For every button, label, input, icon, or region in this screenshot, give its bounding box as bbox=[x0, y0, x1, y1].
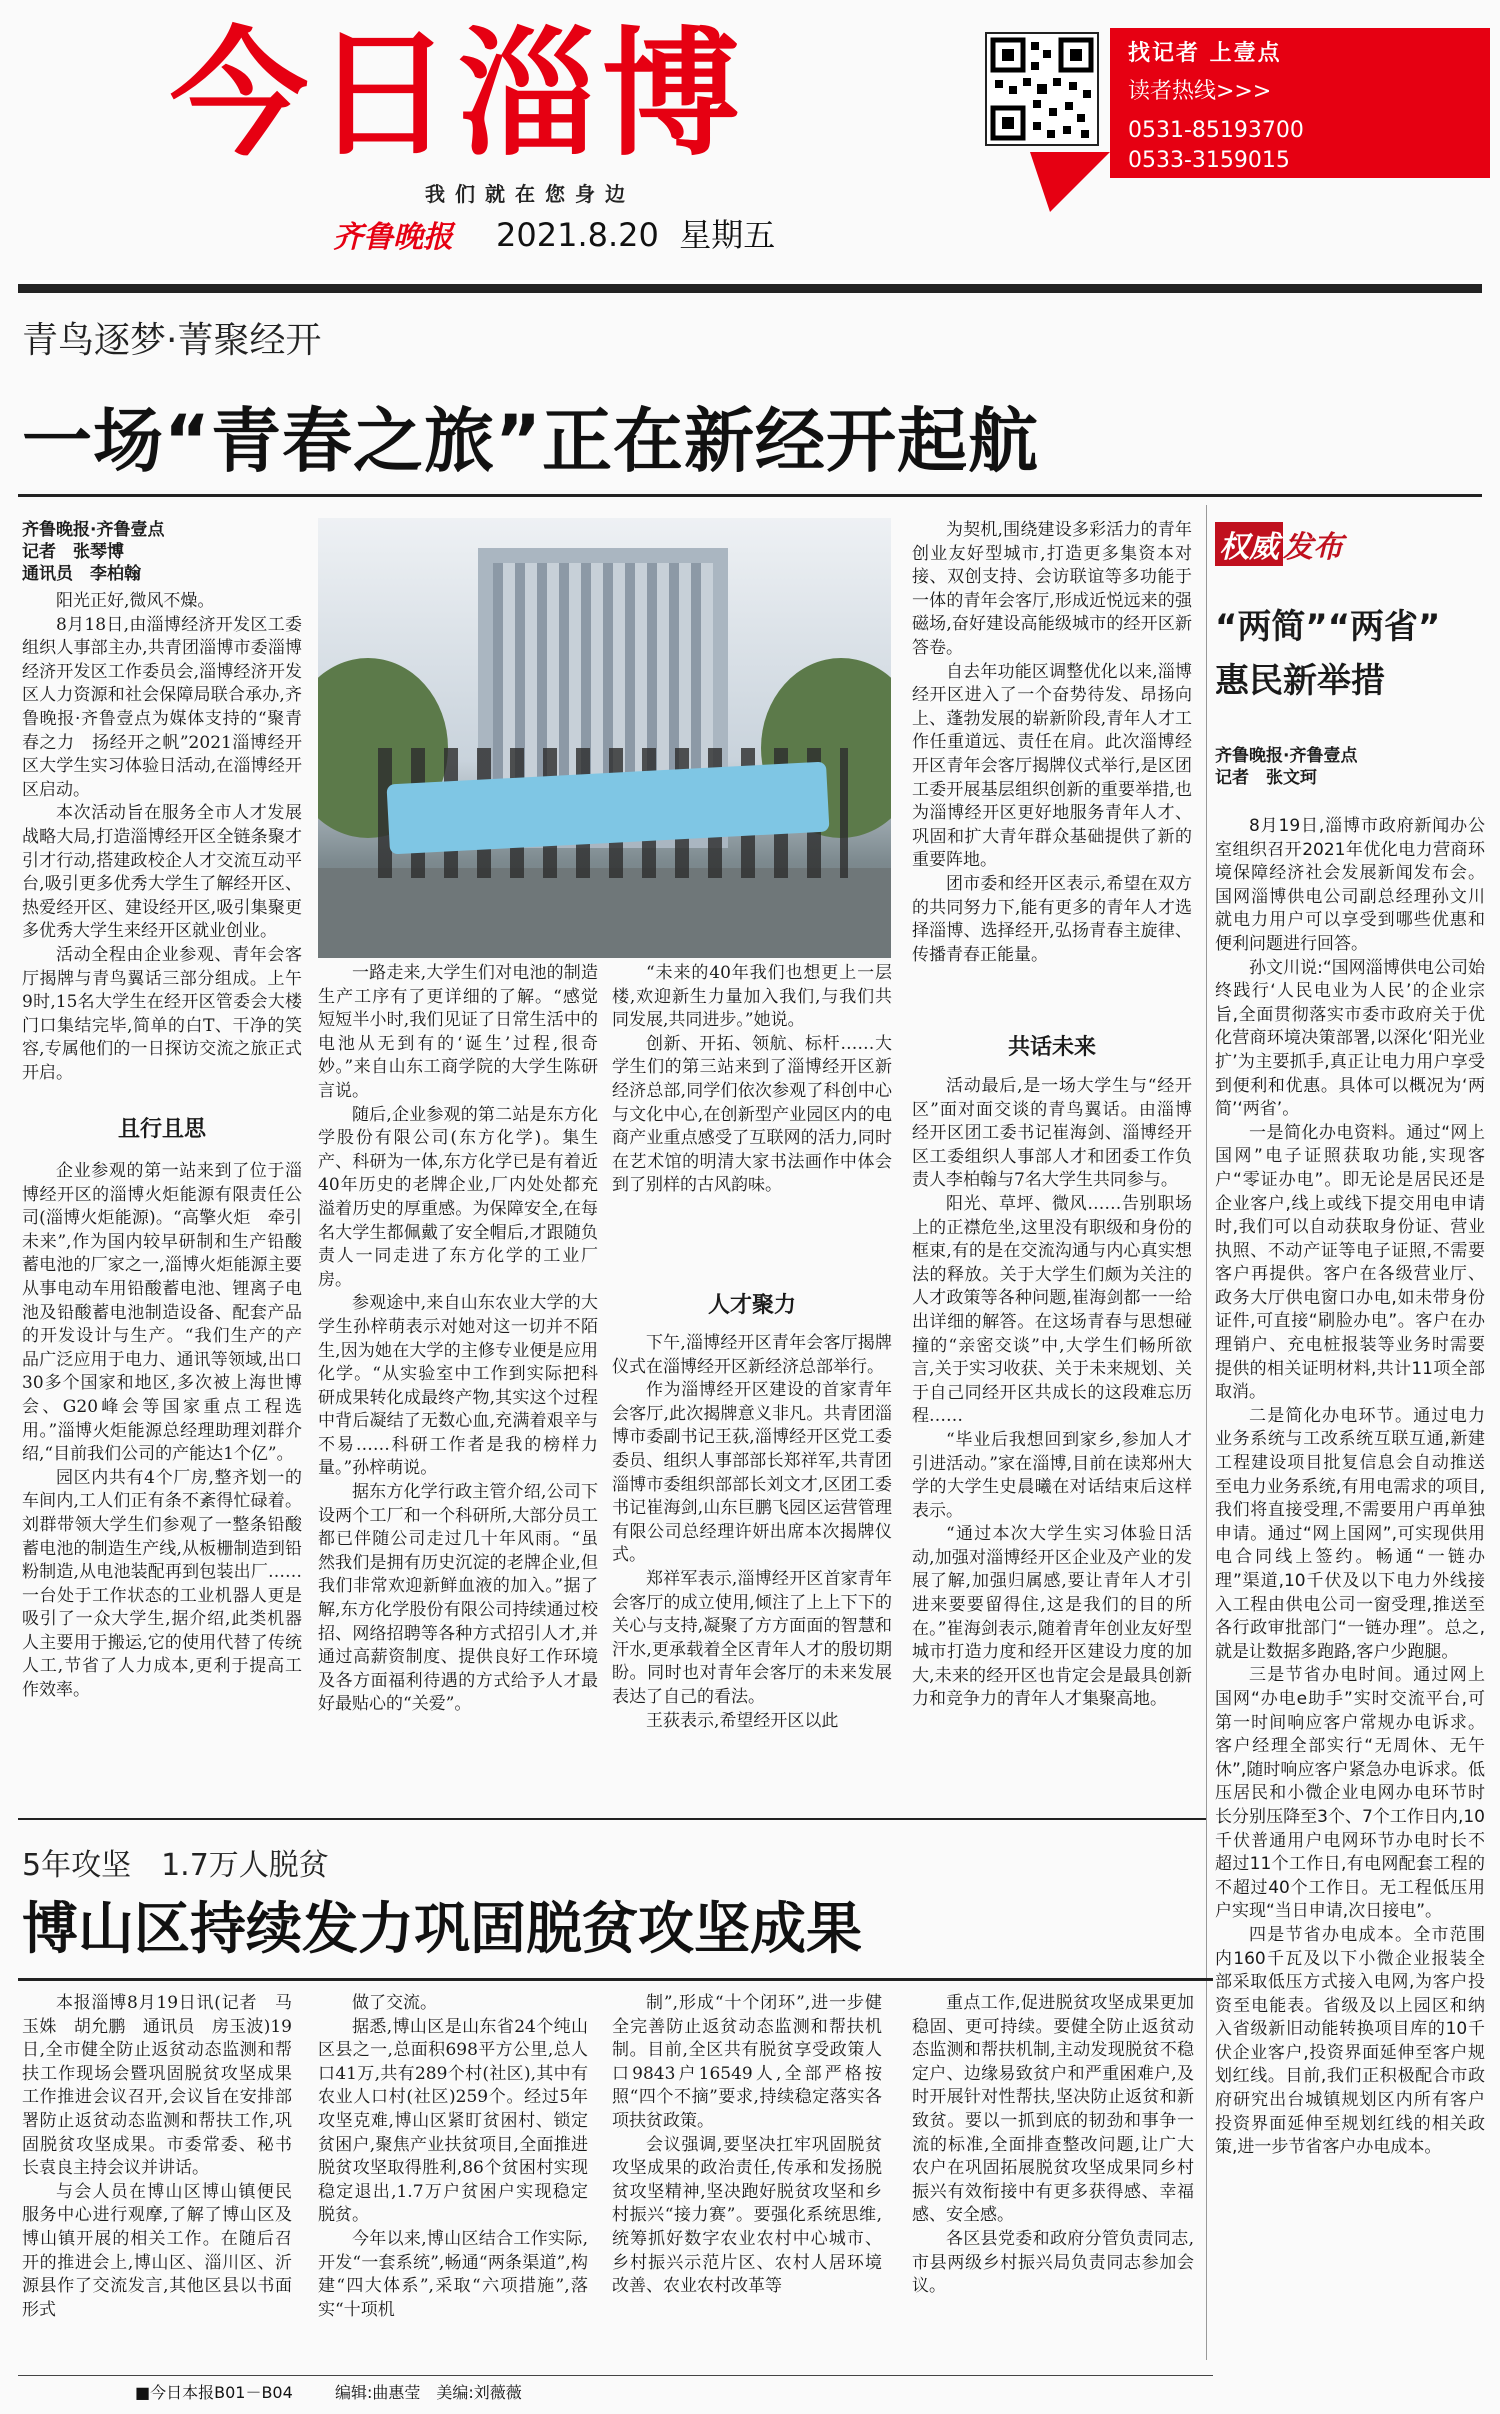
lead-byline bbox=[22, 519, 302, 585]
paragraph: 与会人员在博山区博山镇便民服务中心进行观摩,了解了博山区及博山镇开展的相关工作。在随后召开的推进会上,博山区、淄川区、沂源县作了交流发言,其他区县以书面形式 bbox=[22, 2181, 292, 2320]
paragraph: 活动最后,是一场大学生与“经开区”面对面交谈的青鸟翼话。由淄博经开区团工委书记崔海剑、淄博经开区工委组织人事部人才和团委工作负责人李柏翰与7名大学生共同参与。 bbox=[912, 1076, 1192, 1191]
paragraph: 制”,形成“十个闭环”,进一步健全完善防止返贫动态监测和帮扶机制。目前,全区共有脱贫享受政策人口9843户16549人,全部严格按照“四个不摘”要求,持续稳定落实各项扶贫政策。 bbox=[612, 1993, 882, 2131]
paragraph: 随后,企业参观的第二站是东方化学股份有限公司(东方化学)。集生产、科研为一体,东方化学已是有着近40年历史的老牌企业,厂内处处都充溢着历史的厚重感。为保障安全,在每名大学生都佩戴了安全帽后,才跟随负责人一同走进了东方化学的工业厂房。 bbox=[318, 1104, 598, 1290]
lead-subhead-1: 且行且思 bbox=[117, 1117, 206, 1142]
paragraph: 活动全程由企业参观、青年会客厅揭牌与青鸟翼话三部分组成。上午9时,15名大学生在经开区管委会大楼门口集结完毕,简单的白T、干净的笑容,专属他们的一日探访交流之旅正式开启。 bbox=[22, 944, 302, 1083]
paragraph: 下午,淄博经开区青年会客厅揭牌仪式在淄博经开区新经济总部举行。 bbox=[612, 1333, 892, 1377]
second-column-3 bbox=[612, 1992, 882, 2370]
paragraph: 本次活动旨在服务全市人才发展战略大局,打造淄博经开区全链条聚才引才行动,搭建政校企人才交流互动平台,吸引更多优秀大学生了解经开区、热爱经开区、建设经开区,吸引集聚更多优秀大学生来经开区就业创业。 bbox=[22, 803, 302, 942]
qr-code-icon[interactable] bbox=[985, 32, 1099, 146]
lead-headline[interactable]: 一场“青春之旅”正在新经开起航 bbox=[22, 400, 1040, 482]
hotline-phone-1[interactable]: 0531-85193700 bbox=[1128, 118, 1304, 143]
sidebar-divider bbox=[1206, 505, 1207, 2360]
authority-release-badge bbox=[1215, 522, 1435, 565]
footer-editors: 编辑:曲惠莹 美编:刘薇薇 bbox=[335, 2383, 522, 2402]
lead-column-1 bbox=[22, 590, 302, 1110]
paragraph: 本报淄博8月19日讯(记者 马玉姝 胡允鹏 通讯员 房玉波)19日,全市健全防止返贫动态监测和帮扶工作现场会暨巩固脱贫攻坚成果工作推进会议召开,会议旨在安排部署防止返贫动态监测和帮扶工作,巩固脱贫攻坚成果。市委常委、秘书长袁良主持会议并讲话。 bbox=[22, 1993, 292, 2179]
publication-date bbox=[496, 210, 775, 256]
paragraph: 阳光正好,微风不燥。 bbox=[56, 591, 215, 611]
lead-subhead-3: 共话未来 bbox=[1007, 1035, 1096, 1060]
paragraph: 郑祥军表示,淄博经开区首家青年会客厅的成立使用,倾注了上上下下的关心与支持,凝聚了方方面面的智慧和汗水,更承载着全区青年人才的殷切期盼。同时也对青年会客厅的未来发展表达了自己的看法。 bbox=[612, 1568, 892, 1707]
paragraph: 各区县党委和政府分管负责同志,市县两级乡村振兴局负责同志参加会议。 bbox=[912, 2228, 1194, 2297]
byline-reporter: 记者 张琴博 bbox=[22, 542, 124, 562]
lead-subhead-2: 人才聚力 bbox=[707, 1293, 796, 1318]
masthead-title: 今日淄博 bbox=[170, 14, 747, 175]
second-kicker: 5年攻坚 1.7万人脱贫 bbox=[22, 1848, 329, 1883]
paragraph: 做了交流。 bbox=[352, 1993, 437, 2013]
paragraph: 创新、开拓、领航、标杆……大学生们的第三站来到了淄博经开区新经济总部,同学们依次参观了科创中心与文化中心,在创新型产业园区内的电商产业重点感受了互联网的活力,同时在艺术馆的明清大家书法画作中体会到了别样的古风韵味。 bbox=[612, 1033, 892, 1196]
paragraph: 一路走来,大学生们对电池的制造生产工序有了更详细的了解。“感觉短短半小时,我们见证了日常生活中的电池从无到有的‘诞生’过程,很奇妙。”来自山东工商学院的大学生陈研言说。 bbox=[318, 963, 598, 1101]
paragraph: 会议强调,要坚决扛牢巩固脱贫攻坚成果的政治责任,传承和发扬脱贫攻坚精神,坚决跑好脱贫攻坚和乡村振兴“接力赛”。要强化系统思维,统筹抓好数字农业农村中心城市、乡村振兴示范片区、农村人居环境改善、农业农村改革等 bbox=[612, 2134, 882, 2297]
paper-name: 齐鲁晚报 bbox=[333, 220, 453, 255]
lead-column-3b bbox=[612, 1332, 892, 1800]
paragraph: 据东方化学行政主管介绍,公司下设两个工厂和一个科研所,大部分员工都已伴随公司走过几十年风雨。“虽然我们是拥有历史沉淀的老牌企业,但我们非常欢迎新鲜血液的加入。”据了解,东方化学股份有限公司持续通过校招、网络招聘等各种方式招引人才,并通过高薪资制度、提供良好工作环境及各方面福利待遇的方式给予人才最好最贴心的“关爱”。 bbox=[318, 1482, 598, 1715]
paragraph: 重点工作,促进脱贫攻坚成果更加稳固、更可持续。要健全防止返贫动态监测和帮扶机制,主动发现脱贫不稳定户、边缘易致贫户和严重困难户,及时开展针对性帮扶,坚决防止返贫和新致贫。要以一抓到底的韧劲和事争一流的标准,全面排查整改问题,让广大农户在巩固拓展脱贫攻坚成果同乡村振兴有效衔接中有更多获得感、幸福感、安全感。 bbox=[912, 1993, 1194, 2226]
ground-shape bbox=[318, 868, 891, 958]
side-headline[interactable] bbox=[1215, 600, 1485, 708]
paragraph: “毕业后我想回到家乡,参加人才引进活动。”家在淄博,目前在读郑州大学的大学生史晨曦在对话结束后这样表示。 bbox=[912, 1429, 1192, 1521]
second-column-4 bbox=[912, 1992, 1194, 2370]
second-headline[interactable]: 博山区持续发力巩固脱贫攻坚成果 bbox=[22, 1897, 862, 1962]
paragraph: 三是节省办电时间。通过网上国网“办电e助手”实时交流平台,可第一时间响应客户常规办电诉求。客户经理全部实行“无周休、无午休”,随时响应客户紧急办电诉求。低压居民和小微企业电网办电环节时长分别压降至3个、7个工作日内,10千伏普通用户电网环节办电时长不超过11个工作日,有电网配套工程的不超过40个工作日。无工程低压用户实现“当日申请,次日接电”。 bbox=[1215, 1665, 1485, 1922]
masthead-divider bbox=[18, 284, 1482, 293]
paragraph: 为契机,围绕建设多彩活力的青年创业友好型城市,打造更多集资本对接、双创支持、会访联谊等多功能于一体的青年会客厅,形成近悦远来的强磁场,奋好建设高能级城市的经开区新答卷。 bbox=[912, 520, 1192, 658]
paragraph: 二是简化办电环节。通过电力业务系统与工改系统互联互通,新建工程建设项目批复信息会自动推送至电力业务系统,有用电需求的项目,我们将直接受理,不需要用户再单独申请。通过“网上国网”,可实现供用电合同线上签约。畅通“一链办理”渠道,10千伏及以下电力外线接入工程由供电公司一窗受理,推送至各行政审批部门“一链办理”。总之,就是让数据多跑路,客户少跑腿。 bbox=[1215, 1405, 1485, 1662]
byline-reporter: 记者 张文珂 bbox=[1215, 768, 1317, 788]
reader-hotline-box bbox=[1110, 28, 1490, 178]
students-group-photo bbox=[318, 518, 891, 958]
paragraph: “未来的40年我们也想更上一层楼,欢迎新生力量加入我们,与我们共同发展,共同进步。”她说。 bbox=[612, 963, 892, 1031]
lead-headline-rule bbox=[18, 494, 1482, 497]
date-value: 2021.8.20 bbox=[496, 216, 659, 254]
paragraph: 8月19日,淄博市政府新闻办公室组织召开2021年优化电力营商环境保障经济社会发展新闻发布会。国网淄博供电公司副总经理孙文川就电力用户可以享受到哪些优惠和便利问题进行回答。 bbox=[1215, 816, 1485, 954]
second-headline-rule bbox=[18, 1978, 1213, 1981]
lead-column-2 bbox=[318, 962, 598, 1800]
paragraph: 据悉,博山区是山东省24个纯山区县之一,总面积698平方公里,总人口41万,共有289个村(社区),其中有农业人口村(社区)259个。经过5年攻坚克难,博山区紧盯贫困村、锁定贫困户,聚焦产业扶贫项目,全面推进脱贫攻坚取得胜利,86个贫困村实现稳定退出,1.7万户贫困户实现稳定脱贫。 bbox=[318, 2016, 588, 2226]
footer-rule bbox=[18, 2375, 1213, 2376]
lead-kicker: 青鸟逐梦·菁聚经开 bbox=[22, 320, 322, 361]
lead-column-3 bbox=[612, 962, 892, 1262]
paragraph: 孙文川说:“国网淄博供电公司始终践行‘人民电业为人民’的企业宗旨,全面贯彻落实市委市政府关于优化营商环境决策部署,以深化‘阳光业扩’为主要抓手,真正让电力用户享受到便利和优惠。具体可以概况为‘两简’‘两省’。 bbox=[1215, 957, 1485, 1120]
second-story-divider bbox=[18, 1818, 1206, 1820]
paragraph: 团市委和经开区表示,希望在双方的共同努力下,能有更多的青年人才选择淄博、选择经开,弘扬青春主旋律、传播青春正能量。 bbox=[912, 873, 1192, 965]
second-column-2 bbox=[318, 1992, 588, 2370]
hotline-numbers bbox=[1128, 116, 1304, 176]
weekday: 星期五 bbox=[679, 216, 776, 254]
byline-outlet: 齐鲁晚报·齐鲁壹点 bbox=[22, 520, 165, 540]
masthead-slogan: 我们就在您身边 bbox=[425, 182, 635, 206]
paragraph: 四是节省办电成本。全市范围内160千瓦及以下小微企业报装全部采取低压方式接入电网,为客户投资至电能表。省级及以上园区和纳入省级新旧动能转换项目库的10千伏企业客户,投资界面延伸至客户规划红线。目前,我们正积极配合市政府研究出台城镇规划区内所有客户投资界面延伸至规划红线的相关政策,进一步节省客户办电成本。 bbox=[1215, 1924, 1485, 2158]
paragraph: 一是简化办电资料。通过“网上国网”电子证照获取功能,实现客户“零证办电”。即无论是居民还是企业客户,线上或线下提交用电申请时,我们可以自动获取身份证、营业执照、不动产证等电子证照,不需要客户再提供。客户在各级营业厅、政务大厅供电窗口办电,如未带身份证件,可直接“刷脸办电”。客户在办理销户、充电桩报装等业务时需要提供的相关证明材料,共计11项全部取消。 bbox=[1215, 1122, 1485, 1403]
paragraph: 企业参观的第一站来到了位于淄博经开区的淄博火炬能源有限责任公司(淄博火炬能源)。“高擎火炬 牵引未来”,作为国内较早研制和生产铅酸蓄电池的厂家之一,淄博火炬能源主要从事电动车用铅酸蓄电池、锂离子电池及铅酸蓄电池制造设备、配套产品的开发设计与生产。“我们生产的产品广泛应用于电力、通讯等领域,出口30多个国家和地区,多次被上海世博会、G20峰会等国家重点工程选用。”淄博火炬能源总经理助理刘群介绍,“目前我们公司的产能达1个亿”。 bbox=[22, 1161, 302, 1465]
footer-pages: ■今日本报B01－B04 bbox=[135, 2383, 293, 2402]
paragraph: 王荻表示,希望经开区以此 bbox=[646, 1710, 839, 1731]
speech-bubble-tail bbox=[1030, 152, 1110, 212]
side-headline-line-1: “两简”“两省” bbox=[1215, 607, 1441, 647]
paragraph: “通过本次大学生实习体验日活动,加强对淄博经开区企业及产业的发展了解,加强归属感,要让青年人才引进来要要留得住,这是我们的目的所在。”崔海剑表示,随着青年创业友好型城市打造力度和经开区建设力度的加大,未来的经开区也肯定会是最具创新力和竞争力的青年人才集聚高地。 bbox=[912, 1524, 1192, 1710]
badge-authority: 权威 bbox=[1215, 522, 1283, 566]
paragraph: 参观途中,来自山东农业大学的大学生孙梓萌表示对她对这一切并不陌生,因为她在大学的主修专业便是应用化学。“从实验室中工作到实际把科研成果转化成最终产物,其实这个过程中背后凝结了无数心血,充满着艰辛与不易……科研工作者是我的榜样力量。”孙梓萌说。 bbox=[318, 1293, 598, 1479]
badge-release: 发布 bbox=[1283, 530, 1343, 565]
lead-column-4b bbox=[912, 1075, 1192, 1800]
paragraph: 园区内共有4个厂房,整齐划一的车间内,工人们正有条不紊得忙碌着。刘群带领大学生们参观了一整条铅酸蓄电池的制造生产线,从板栅制造到铅粉制造,从电池装配再到包装出厂……一台处于工作状态的工业机器人更是吸引了一众大学生,据介绍,此类机器人主要用于搬运,它的使用代替了传统人工,节省了人力成本,更利于提高工作效率。 bbox=[22, 1467, 302, 1701]
side-byline bbox=[1215, 745, 1485, 789]
paragraph: 今年以来,博山区结合工作实际,开发“一套系统”,畅通“两条渠道”,构建“四大体系”,采取“六项措施”,落实“十项机 bbox=[318, 2228, 588, 2320]
side-column bbox=[1215, 815, 1485, 2375]
byline-outlet: 齐鲁晚报·齐鲁壹点 bbox=[1215, 746, 1358, 766]
paragraph: 阳光、草坪、微风……告别职场上的正襟危坐,这里没有职级和身份的框束,有的是在交流沟通与内心真实想法的释放。关于大学生们颇为关注的人才政策等各种问题,崔海剑都一一给出详细的解答。在这场青春与思想碰撞的“亲密交谈”中,大学生们畅所欲言,关于实习收获、关于未来规划、关于自己同经开区共成长的这段难忘历程…… bbox=[912, 1193, 1192, 1427]
hotline-slogan: 找记者 上壹点 bbox=[1128, 41, 1282, 66]
side-headline-line-2: 惠民新举措 bbox=[1215, 661, 1385, 701]
lead-column-4 bbox=[912, 519, 1192, 999]
second-column-1 bbox=[22, 1992, 292, 2370]
paragraph: 8月18日,由淄博经济开发区工委组织人事部主办,共青团淄博市委淄博经济开发区工作委员会,淄博经济开发区人力资源和社会保障局联合承办,齐鲁晚报·齐鲁壹点为媒体支持的“聚青春之力 扬经开之帆”2021淄博经开区大学生实习体验日活动,在淄博经开区启动。 bbox=[22, 614, 302, 800]
byline-correspondent: 通讯员 李柏翰 bbox=[22, 564, 141, 584]
paragraph: 自去年功能区调整优化以来,淄博经开区进入了一个奋势待发、昂扬向上、蓬勃发展的崭新阶段,青年人才工作任重道远、责任在肩。此次淄博经开区青年会客厅揭牌仪式举行,是区团工委开展基层组织创新的重要举措,也为淄博经开区更好地服务青年人才、巩固和扩大青年群众基础提供了新的重要阵地。 bbox=[912, 661, 1192, 871]
paragraph: 作为淄博经开区建设的首家青年会客厅,此次揭牌意义非凡。共青团淄博市委副书记王荻,淄博经开区党工委委员、组织人事部部长郑祥军,共青团淄博市委组织部部长刘文才,区团工委书记崔海剑,山东巨鹏飞园区运营管理有限公司总经理许妍出席本次揭牌仪式。 bbox=[612, 1380, 892, 1566]
hotline-phone-2[interactable]: 0533-3159015 bbox=[1128, 148, 1290, 173]
lead-column-1b bbox=[22, 1160, 302, 1800]
hotline-label: 读者热线>>> bbox=[1128, 79, 1272, 104]
